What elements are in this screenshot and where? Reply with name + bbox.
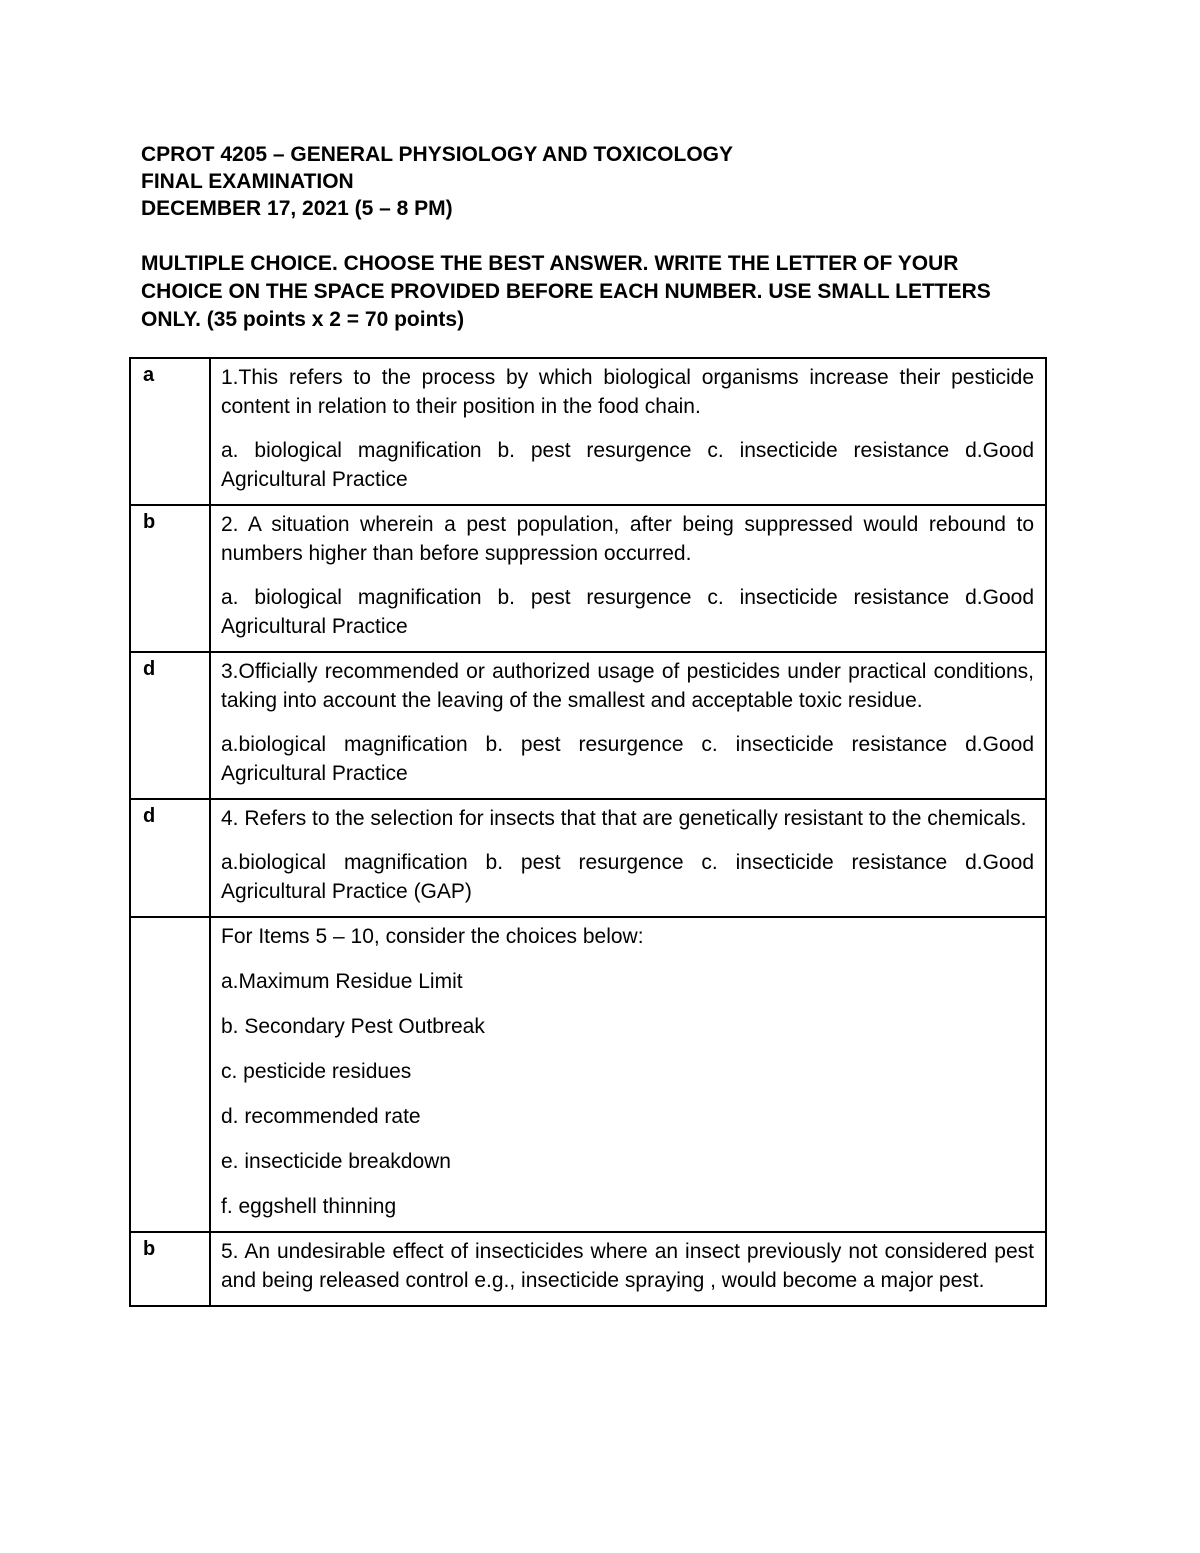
question-cell [210, 799, 1046, 917]
table-row [130, 1232, 1046, 1306]
choice-item: c. pesticide residues [221, 1060, 412, 1083]
course-title: CPROT 4205 – GENERAL PHYSIOLOGY AND TOXICOLOGY [141, 143, 734, 166]
choice-item: e. insecticide breakdown [221, 1150, 451, 1173]
answer-cell: a [130, 358, 210, 505]
choice-item: d. recommended rate [221, 1105, 421, 1128]
exam-title: FINAL EXAMINATION [141, 170, 354, 193]
question-table [129, 357, 1047, 1307]
answer-cell: b [130, 505, 210, 652]
question-options: a.biological magnification b. pest resurgence c. insecticide resistance d.Good Agricultural Practice (GAP) [221, 851, 1034, 903]
question-text: 4. Refers to the selection for insects that that are genetically resistant to the chemicals. [221, 807, 1027, 830]
table-row [130, 358, 1046, 505]
answer-cell: d [130, 652, 210, 799]
choice-item: a.Maximum Residue Limit [221, 970, 463, 993]
table-row [130, 917, 1046, 1232]
question-text: 1.This refers to the process by which biological organisms increase their pesticide content in relation to their position in the food chain. [221, 366, 1034, 418]
question-cell [210, 1232, 1046, 1306]
choice-item: b. Secondary Pest Outbreak [221, 1015, 485, 1038]
choices-intro: For Items 5 – 10, consider the choices below: [221, 925, 644, 948]
question-cell [210, 652, 1046, 799]
question-cell [210, 505, 1046, 652]
answer-cell: d [130, 799, 210, 917]
instructions: MULTIPLE CHOICE. CHOOSE THE BEST ANSWER. WRITE THE LETTER OF YOUR CHOICE ON THE SPACE PROVIDED BEFORE EACH NUMBER. USE SMALL LETTERS ONLY. (35 points x 2 = 70 points) [141, 252, 991, 331]
choices-cell [210, 917, 1046, 1232]
question-text: 2. A situation wherein a pest population, after being suppressed would rebound to numbers higher than before suppression occurred. [221, 513, 1034, 565]
choice-item: f. eggshell thinning [221, 1195, 397, 1218]
table-row [130, 799, 1046, 917]
question-options: a. biological magnification b. pest resurgence c. insecticide resistance d.Good Agricultural Practice [221, 439, 1034, 491]
table-row [130, 505, 1046, 652]
question-options: a.biological magnification b. pest resurgence c. insecticide resistance d.Good Agricultural Practice [221, 733, 1034, 785]
table-row [130, 652, 1046, 799]
question-text: 5. An undesirable effect of insecticides where an insect previously not considered pest and being released control e.g., insecticide spraying , would become a major pest. [221, 1240, 1034, 1292]
question-text: 3.Officially recommended or authorized usage of pesticides under practical conditions, taking into account the leaving of the smallest and acceptable toxic residue. [221, 660, 1034, 712]
exam-header [141, 141, 1021, 222]
question-cell [210, 358, 1046, 505]
answer-cell: b [130, 1232, 210, 1306]
answer-cell [130, 917, 210, 1232]
question-options: a. biological magnification b. pest resurgence c. insecticide resistance d.Good Agricultural Practice [221, 586, 1034, 638]
exam-date: DECEMBER 17, 2021 (5 – 8 PM) [141, 197, 453, 220]
